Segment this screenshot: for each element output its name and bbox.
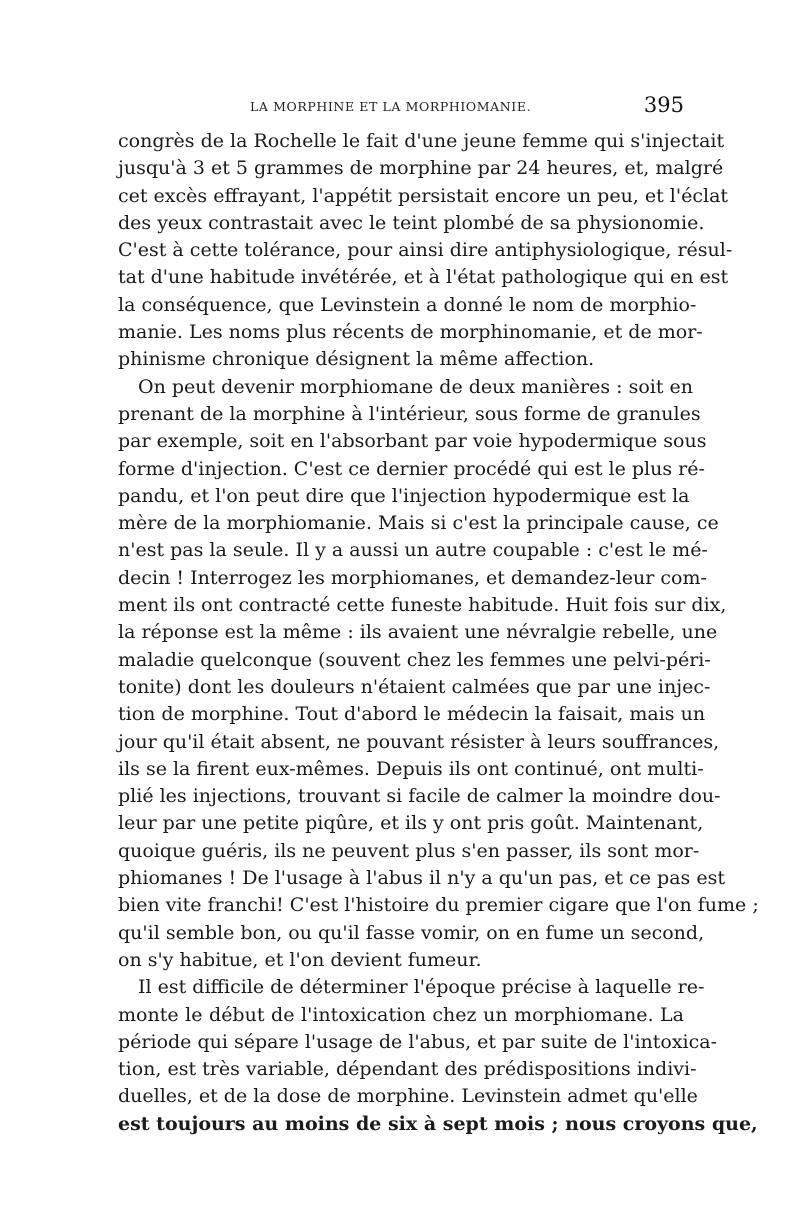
text-line: qu'il semble bon, ou qu'il fasse vomir, on en fume un second, [118, 921, 705, 944]
text-line: tat d'une habitude invétérée, et à l'état pathologique qui en est [118, 266, 729, 289]
text-line: ment ils ont contracté cette funeste habitude. Huit fois sur dix, [118, 594, 727, 617]
text-line: Il est difficile de déterminer l'époque précise à laquelle re- [138, 976, 705, 999]
text-line: tion de morphine. Tout d'abord le médecin la faisait, mais un [118, 703, 706, 726]
text-line: la conséquence, que Levinstein a donné le nom de morphio- [118, 293, 697, 316]
text-line: tion, est très variable, dépendant des prédispositions indivi- [118, 1058, 697, 1081]
text-line: des yeux contrastait avec le teint plombé de sa physionomie. [118, 211, 705, 234]
running-title: LA MORPHINE ET LA MORPHIOMANIE. [250, 99, 532, 114]
text-line: pandu, et l'on peut dire que l'injection hypodermique est la [118, 484, 690, 507]
text-line: est toujours au moins de six à sept mois ; nous croyons que, [118, 1112, 758, 1135]
text-line: on s'y habitue, et l'on devient fumeur. [118, 948, 482, 971]
text-line: leur par une petite piqûre, et ils y ont pris goût. Maintenant, [118, 812, 704, 835]
text-line: monte le début de l'intoxication chez un morphiomane. La [118, 1003, 684, 1026]
text-line: tonite) dont les douleurs n'étaient calmées que par une injec- [118, 675, 711, 698]
text-line: cet excès effrayant, l'appétit persistait encore un peu, et l'éclat [118, 184, 729, 207]
page-number: 395 [643, 93, 684, 117]
text-line: duelles, et de la dose de morphine. Levinstein admet qu'elle [118, 1085, 698, 1108]
text-line: congrès de la Rochelle le fait d'une jeune femme qui s'injectait [118, 130, 725, 152]
text-line: période qui sépare l'usage de l'abus, et par suite de l'intoxica- [118, 1030, 718, 1053]
text-line: manie. Les noms plus récents de morphinomanie, et de mor- [118, 321, 703, 344]
text-line: ils se la firent eux-mêmes. Depuis ils ont continué, ont multi- [118, 757, 704, 780]
text-line: decin ! Interrogez les morphiomanes, et demandez-leur com- [118, 566, 707, 589]
text-line: C'est à cette tolérance, pour ainsi dire antiphysiologique, résul- [118, 239, 733, 262]
text-line: forme d'injection. C'est ce dernier procédé qui est le plus ré- [118, 457, 705, 480]
running-header [118, 93, 684, 119]
text-line: la réponse est la même : ils avaient une névralgie rebelle, une [118, 621, 718, 644]
text-line: phinisme chronique désignent la même affection. [118, 348, 595, 371]
text-line: bien vite franchi! C'est l'histoire du premier cigare que l'on fume ; [118, 894, 759, 917]
text-line: quoique guéris, ils ne peuvent plus s'en passer, ils sont mor- [118, 839, 700, 862]
text-line: phiomanes ! De l'usage à l'abus il n'y a qu'un pas, et ce pas est [118, 867, 725, 890]
text-line: jusqu'à 3 et 5 grammes de morphine par 24 heures, et, malgré [118, 157, 724, 180]
text-line: jour qu'il était absent, ne pouvant résister à leurs souffrances, [118, 730, 720, 753]
text-line: par exemple, soit en l'absorbant par voie hypodermique sous [118, 430, 707, 453]
text-line: mère de la morphiomanie. Mais si c'est la principale cause, ce [118, 512, 719, 535]
text-line: On peut devenir morphiomane de deux manières : soit en [138, 375, 694, 398]
text-line: n'est pas la seule. Il y a aussi un autre coupable : c'est le mé- [118, 539, 708, 562]
body-text [118, 128, 759, 1138]
text-line: plié les injections, trouvant si facile de calmer la moindre dou- [118, 785, 721, 808]
text-line: prenant de la morphine à l'intérieur, sous forme de granules [118, 402, 701, 425]
text-line: maladie quelconque (souvent chez les femmes une pelvi-péri- [118, 648, 711, 671]
